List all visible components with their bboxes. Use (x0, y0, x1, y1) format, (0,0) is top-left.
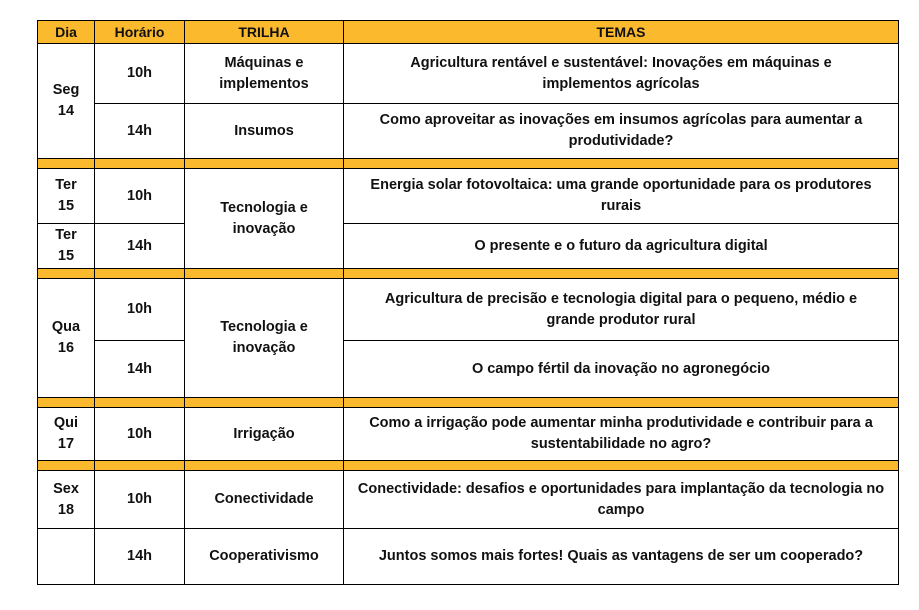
schedule-table (37, 20, 899, 585)
day-cell: Qui 17 (38, 408, 95, 461)
table-row (38, 341, 899, 398)
time-cell: 10h (95, 471, 185, 529)
table-row (38, 224, 899, 269)
track-cell: Tecnologia e inovação (185, 279, 344, 398)
table-row (38, 104, 899, 159)
theme-cell: O campo fértil da inovação no agronegócio (344, 341, 899, 398)
day-cell: Seg 14 (38, 44, 95, 159)
day-cell: Ter 15 (38, 169, 95, 224)
separator-row (38, 461, 899, 471)
table-row (38, 471, 899, 529)
header-horario: Horário (95, 21, 185, 44)
track-cell: Conectividade (185, 471, 344, 529)
track-cell: Cooperativismo (185, 529, 344, 585)
header-row (38, 21, 899, 44)
day-cell: Sex 18 (38, 471, 95, 529)
theme-cell: Conectividade: desafios e oportunidades para implantação da tecnologia no campo (344, 471, 899, 529)
track-cell: Irrigação (185, 408, 344, 461)
time-cell: 10h (95, 44, 185, 104)
table-row (38, 44, 899, 104)
time-cell: 14h (95, 104, 185, 159)
table-row (38, 279, 899, 341)
theme-cell: Energia solar fotovoltaica: uma grande oportunidade para os produtores rurais (344, 169, 899, 224)
header-dia: Dia (38, 21, 95, 44)
day-cell: Ter 15 (38, 224, 95, 269)
track-cell: Máquinas e implementos (185, 44, 344, 104)
time-cell: 14h (95, 529, 185, 585)
time-cell: 14h (95, 341, 185, 398)
header-temas: TEMAS (344, 21, 899, 44)
theme-cell: Agricultura de precisão e tecnologia digital para o pequeno, médio e grande produtor rural (344, 279, 899, 341)
table-row (38, 529, 899, 585)
header-trilha: TRILHA (185, 21, 344, 44)
table-row (38, 408, 899, 461)
theme-cell: Agricultura rentável e sustentável: Inovações em máquinas e implementos agrícolas (344, 44, 899, 104)
table-row (38, 169, 899, 224)
theme-cell: Como aproveitar as inovações em insumos agrícolas para aumentar a produtividade? (344, 104, 899, 159)
track-cell: Insumos (185, 104, 344, 159)
separator-row (38, 159, 899, 169)
theme-cell: O presente e o futuro da agricultura digital (344, 224, 899, 269)
theme-cell: Como a irrigação pode aumentar minha produtividade e contribuir para a sustentabilidade no agro? (344, 408, 899, 461)
theme-cell: Juntos somos mais fortes! Quais as vantagens de ser um cooperado? (344, 529, 899, 585)
separator-row (38, 398, 899, 408)
time-cell: 10h (95, 169, 185, 224)
track-cell: Tecnologia e inovação (185, 169, 344, 269)
time-cell: 10h (95, 279, 185, 341)
separator-row (38, 269, 899, 279)
time-cell: 10h (95, 408, 185, 461)
day-cell: Qua 16 (38, 279, 95, 398)
day-cell (38, 529, 95, 585)
time-cell: 14h (95, 224, 185, 269)
